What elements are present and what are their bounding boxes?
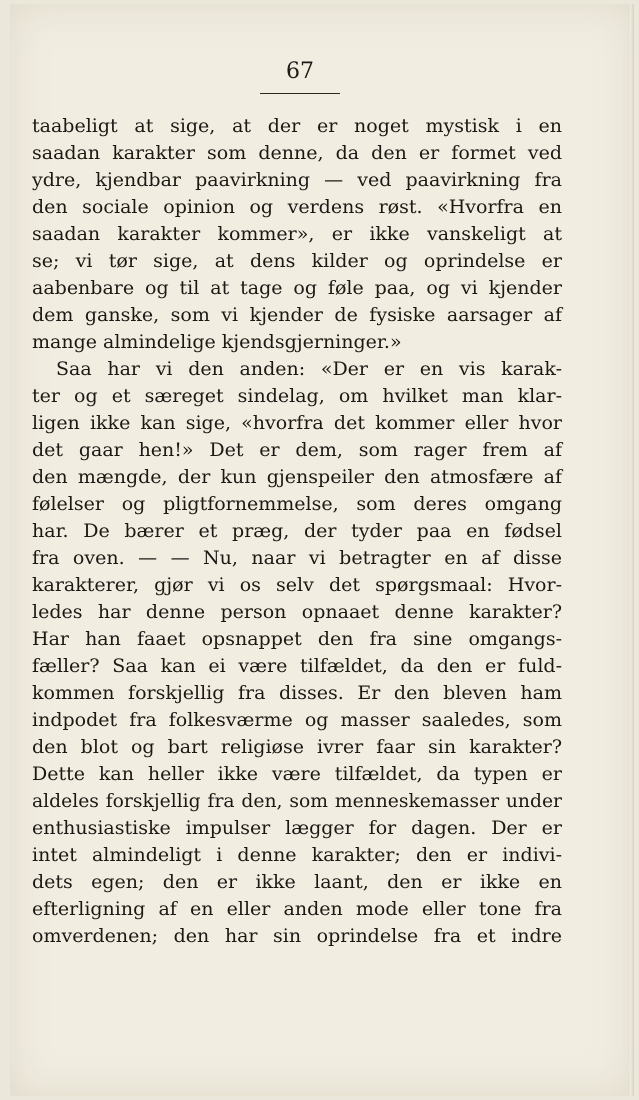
text-line: ter og et særeget sindelag, om hvilket man klar- <box>32 385 562 407</box>
body-text <box>32 113 562 950</box>
text-line: karakterer, gjør vi os selv det spørgsmaal: Hvor- <box>32 574 562 596</box>
text-line: følelser og pligtfornemmelse, som deres omgang <box>32 493 562 515</box>
text-line: indpodet fra folkesværme og masser saaledes, som <box>32 709 562 731</box>
text-line: ledes har denne person opnaaet denne karakter? <box>32 601 562 623</box>
text-line: aldeles forskjellig fra den, som menneskemasser under <box>32 791 562 812</box>
text-line: aabenbare og til at tage og føle paa, og vi kjender <box>32 277 562 299</box>
text-line: saadan karakter kommer», er ikke vanskeligt at <box>32 223 562 245</box>
page-number: 67 <box>286 59 314 84</box>
text-line: omverdenen; den har sin oprindelse fra et indre <box>32 925 562 947</box>
text-line: dem ganske, som vi kjender de fysiske aarsager af <box>32 304 562 326</box>
text-line: efterligning af en eller anden mode eller tone fra <box>32 898 562 920</box>
text-line: den sociale opinion og verdens røst. «Hvorfra en <box>32 196 562 218</box>
paragraph-start-line: Saa har vi den anden: «Der er en vis karak- <box>56 358 562 380</box>
text-line: intet almindeligt i denne karakter; den er indivi- <box>32 844 562 866</box>
text-line: Har han faaet opsnappet den fra sine omgangs- <box>32 628 562 650</box>
text-line: ydre, kjendbar paavirkning — ved paavirkning fra <box>32 169 562 191</box>
text-line: dets egen; den er ikke laant, den er ikke en <box>32 871 562 893</box>
text-line: kommen forskjellig fra disses. Er den bleven ham <box>32 682 562 704</box>
paragraph-end-line: mange almindelige kjendsgjerninger.» <box>32 331 402 353</box>
text-line: Dette kan heller ikke være tilfældet, da typen er <box>32 763 562 785</box>
text-line: fæller? Saa kan ei være tilfældet, da den er fuld- <box>32 655 562 677</box>
text-line: taabeligt at sige, at der er noget mystisk i en <box>32 115 562 137</box>
book-page <box>10 4 634 1096</box>
text-line: har. De bærer et præg, der tyder paa en fødsel <box>32 520 562 542</box>
text-line: den blot og bart religiøse ivrer faar sin karakter? <box>32 736 562 758</box>
text-line: den mængde, der kun gjenspeiler den atmosfære af <box>32 466 562 488</box>
page-number-rule <box>260 93 340 94</box>
text-line: se; vi tør sige, at dens kilder og oprindelse er <box>32 250 562 272</box>
page-edge <box>630 4 634 1096</box>
text-line: fra oven. — — Nu, naar vi betragter en af disse <box>32 547 562 569</box>
text-line: enthusiastiske impulser lægger for dagen. Der er <box>32 817 562 839</box>
text-line: ligen ikke kan sige, «hvorfra det kommer eller hvor <box>32 412 562 434</box>
text-line: det gaar hen!» Det er dem, som rager frem af <box>32 439 562 461</box>
text-line: saadan karakter som denne, da den er formet ved <box>32 142 562 164</box>
